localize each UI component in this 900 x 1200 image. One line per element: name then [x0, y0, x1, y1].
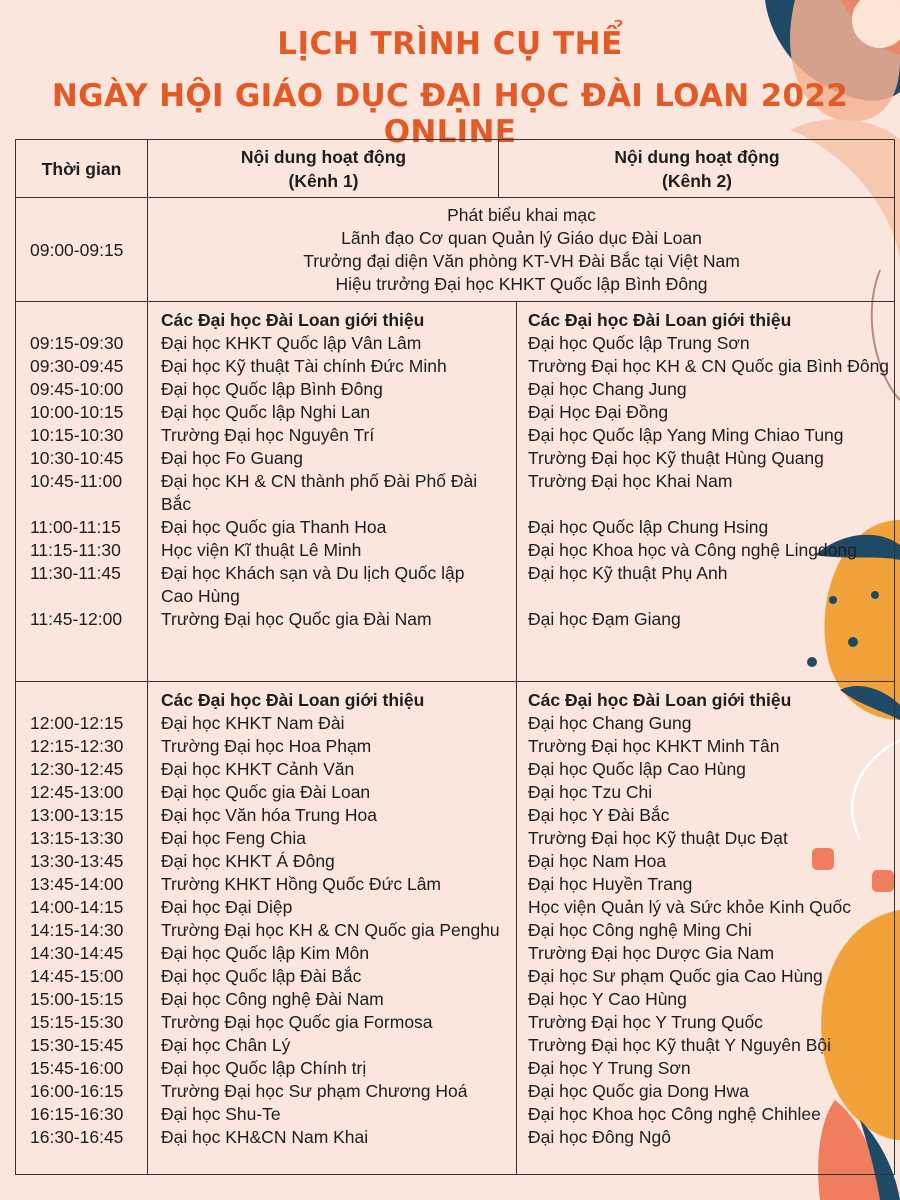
channel-2-university: Đại học Quốc lập Chung Hsing: [528, 517, 769, 537]
channel-2-university: Đại học Chang Jung: [528, 379, 687, 399]
channel-1-university: Trường Đại học Sư phạm Chương Hoá: [161, 1081, 468, 1101]
time-slot: 13:45-14:00: [30, 874, 124, 894]
channel-2-university: Đại học Quốc lập Trung Sơn: [528, 333, 750, 353]
channel-2-university: Đại học Sư phạm Quốc gia Cao Hùng: [528, 966, 823, 986]
time-slot: 09:45-10:00: [30, 379, 124, 399]
opening-line: Phát biểu khai mạc: [447, 205, 596, 225]
page-title-line-2: NGÀY HỘI GIÁO DỤC ĐẠI HỌC ĐÀI LOAN 2022 ONLINE: [51, 78, 849, 150]
channel-1-university: Đại học KHKT Cảnh Văn: [161, 759, 355, 779]
time-slot: 13:00-13:15: [30, 805, 124, 825]
channel-2-university: Trường Đại học Khai Nam: [528, 471, 733, 491]
time-slot: 15:15-15:30: [30, 1012, 124, 1032]
opening-line: Hiệu trưởng Đại học KHKT Quốc lập Bình Đông: [335, 274, 708, 294]
section-heading-ch1: Các Đại học Đài Loan giới thiệu: [161, 690, 425, 710]
opening-time: 09:00-09:15: [30, 240, 124, 260]
channel-2-university: Trường Đại học KH & CN Quốc gia Bình Đông: [528, 356, 890, 376]
channel-1-university: Đại học Công nghệ Đài Nam: [161, 989, 384, 1009]
time-slot: 12:15-12:30: [30, 736, 124, 756]
channel-1-university: Trường Đại học Quốc gia Formosa: [161, 1012, 433, 1032]
time-slot: 14:15-14:30: [30, 920, 124, 940]
header-channel-1: Nội dung hoạt động (Kênh 1): [240, 146, 407, 191]
channel-2-university: Đại học Y Cao Hùng: [528, 989, 687, 1009]
time-slot: 14:45-15:00: [30, 966, 124, 986]
time-slot: 10:30-10:45: [30, 448, 124, 468]
channel-2-university: Đại học Quốc gia Dong Hwa: [528, 1081, 749, 1101]
channel-2-university: Đại học Chang Gung: [528, 713, 692, 733]
opening-line: Trưởng đại diện Văn phòng KT-VH Đài Bắc tại Việt Nam: [303, 251, 740, 271]
channel-2-university: Đại Học Đại Đồng: [528, 402, 669, 422]
channel-1-university: Trường Đại học Nguyên Trí: [161, 425, 375, 445]
opening-speeches: [149, 204, 894, 296]
channel-2-university: Trường Đại học Dược Gia Nam: [528, 943, 775, 963]
channel-1-university: Đại học Feng Chia: [161, 828, 306, 848]
page-title-line-1: LỊCH TRÌNH CỤ THỂ: [277, 26, 623, 62]
channel-2-university: Trường Đại học Kỹ thuật Hùng Quang: [528, 448, 824, 468]
header-time: Thời gian: [41, 158, 122, 179]
schedule-table: [15, 139, 895, 1175]
channel-2-university: Trường Đại học Kỹ thuật Dục Đạt: [528, 828, 788, 848]
channel-1-university: Đại học Quốc gia Thanh Hoa: [161, 517, 387, 537]
time-slot: 10:00-10:15: [30, 402, 124, 422]
time-slot: 09:15-09:30: [30, 333, 124, 353]
channel-1-university: Trường Đại học KH & CN Quốc gia Penghu: [161, 920, 500, 940]
channel-1-university: Đại học Kỹ thuật Tài chính Đức Minh: [161, 356, 447, 376]
channel-2-university: Đại học Y Đài Bắc: [528, 805, 670, 825]
channel-1-university: Trường KHKT Hồng Quốc Đức Lâm: [161, 874, 441, 894]
channel-1-university: Đại học Fo Guang: [161, 448, 304, 468]
channel-1-university: Trường Đại học Quốc gia Đài Nam: [161, 609, 432, 629]
channel-1-university: Đại học Shu-Te: [161, 1104, 281, 1124]
channel-2-university: Đại học Công nghệ Ming Chi: [528, 920, 752, 940]
channel-2-university: Đại học Đạm Giang: [528, 609, 681, 629]
channel-1-university: Đại học Quốc lập Nghi Lan: [161, 402, 371, 422]
channel-2-university: Đại học Y Trung Sơn: [528, 1058, 691, 1078]
channel-2-university: Đại học Kỹ thuật Phụ Anh: [528, 563, 728, 583]
section-heading-ch2: Các Đại học Đài Loan giới thiệu: [528, 690, 792, 710]
channel-1-university: Đại học Quốc lập Bình Đông: [161, 379, 383, 399]
time-slot: 16:30-16:45: [30, 1127, 124, 1147]
time-slot: 13:15-13:30: [30, 828, 124, 848]
time-slot: 10:15-10:30: [30, 425, 124, 445]
channel-2-university: Đại học Huyền Trang: [528, 874, 693, 894]
channel-1-university: Trường Đại học Hoa Phạm: [161, 736, 372, 756]
time-slot: 12:00-12:15: [30, 713, 124, 733]
section-heading-ch1: Các Đại học Đài Loan giới thiệu: [161, 310, 425, 330]
time-slot: 11:45-12:00: [30, 609, 123, 629]
channel-1-university: Đại học Quốc lập Đài Bắc: [161, 966, 362, 986]
channel-2-university: Đại học Quốc lập Cao Hùng: [528, 759, 746, 779]
channel-2-university: Đại học Nam Hoa: [528, 851, 667, 871]
time-slot: 13:30-13:45: [30, 851, 124, 871]
time-slot: 16:00-16:15: [30, 1081, 124, 1101]
channel-2-university: Đại học Tzu Chi: [528, 782, 653, 802]
channel-2-university: Đại học Quốc lập Yang Ming Chiao Tung: [528, 425, 844, 445]
channel-1-university: Đại học Đại Diệp: [161, 897, 293, 917]
channel-2-university: Trường Đại học Kỹ thuật Y Nguyên Bội: [528, 1035, 832, 1055]
time-slot: 11:00-11:15: [30, 517, 121, 537]
channel-2-university: Đại học Khoa học Công nghệ Chihlee: [528, 1104, 821, 1124]
time-slot: 15:00-15:15: [30, 989, 124, 1009]
channel-1-university: Đại học Khách sạn và Du lịch Quốc lập Cao Hùng: [161, 563, 465, 606]
channel-1-university: Đại học KH & CN thành phố Đài Phố Đài Bắc: [161, 471, 478, 514]
channel-1-university: Đại học KH&CN Nam Khai: [161, 1127, 369, 1147]
channel-2-university: Đại học Khoa học và Công nghệ Lingdong: [528, 540, 857, 560]
time-slot: 12:30-12:45: [30, 759, 124, 779]
channel-1-university: Đại học Quốc lập Chính trị: [161, 1058, 367, 1078]
channel-2-university: Học viện Quản lý và Sức khỏe Kinh Quốc: [528, 897, 851, 917]
time-slot: 15:30-15:45: [30, 1035, 124, 1055]
time-slot: 10:45-11:00: [30, 471, 123, 491]
time-slot: 16:15-16:30: [30, 1104, 124, 1124]
channel-1-university: Học viện Kĩ thuật Lê Minh: [161, 540, 362, 560]
time-slot: 09:30-09:45: [30, 356, 124, 376]
channel-2-university: Trường Đại học Y Trung Quốc: [528, 1012, 763, 1032]
time-slot: 12:45-13:00: [30, 782, 124, 802]
time-slot: 15:45-16:00: [30, 1058, 124, 1078]
header-channel-2: Nội dung hoạt động (Kênh 2): [614, 146, 780, 191]
channel-1-university: Đại học KHKT Quốc lập Vân Lâm: [161, 333, 422, 353]
time-slot: 11:30-11:45: [30, 563, 121, 583]
channel-2-university: Đại học Đông Ngô: [528, 1127, 671, 1147]
channel-1-university: Đại học KHKT Á Đông: [161, 851, 335, 871]
channel-1-university: Đại học Quốc gia Đài Loan: [161, 782, 371, 802]
time-slot: 14:00-14:15: [30, 897, 124, 917]
channel-1-university: Đại học Quốc lập Kim Môn: [161, 943, 370, 963]
section-heading-ch2: Các Đại học Đài Loan giới thiệu: [528, 310, 792, 330]
opening-line: Lãnh đạo Cơ quan Quản lý Giáo dục Đài Loan: [341, 228, 702, 248]
time-slot: 14:30-14:45: [30, 943, 124, 963]
channel-1-university: Đại học Văn hóa Trung Hoa: [161, 805, 377, 825]
time-slot: 11:15-11:30: [30, 540, 121, 560]
channel-1-university: Đại học KHKT Nam Đài: [161, 713, 345, 733]
channel-2-university: Trường Đại học KHKT Minh Tân: [528, 736, 780, 756]
channel-1-university: Đại học Chân Lý: [161, 1035, 291, 1055]
